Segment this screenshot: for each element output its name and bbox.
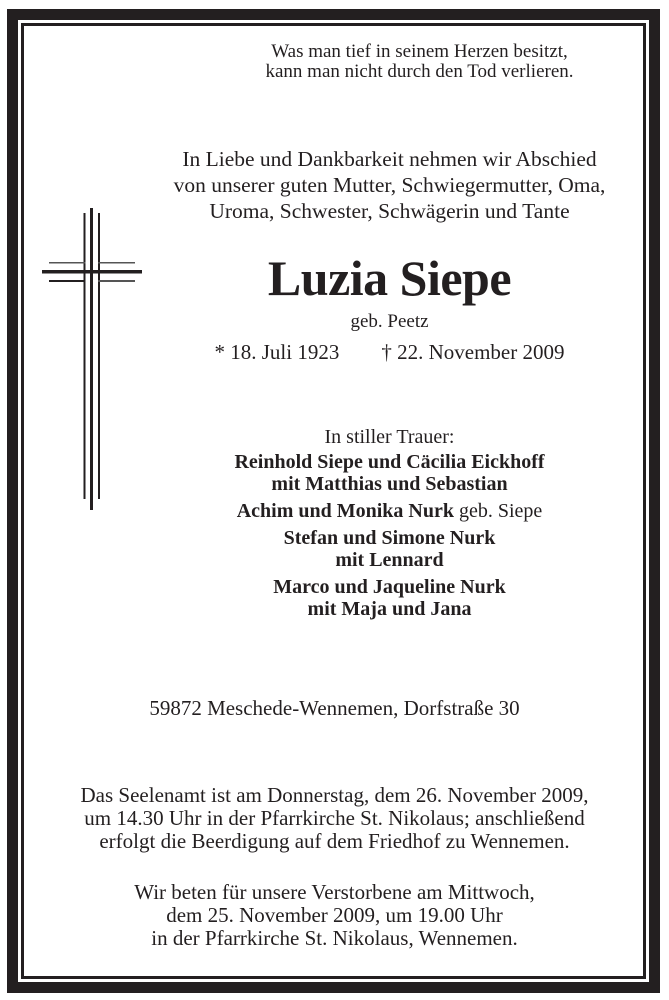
service-line: um 14.30 Uhr in der Pfarrkirche St. Nikolaus; anschließend	[84, 806, 585, 830]
mourner-group	[110, 527, 669, 571]
address: 59872 Meschede-Wennemen, Dorfstraße 30	[149, 696, 520, 720]
mourner-group	[110, 500, 669, 522]
maiden-name: geb. Peetz	[350, 311, 429, 332]
mourners-section	[110, 426, 669, 625]
motto-quote	[170, 42, 669, 82]
prayer-line: Wir beten für unsere Verstorbene am Mittwoch,	[134, 880, 535, 904]
mourner-maiden-name: geb. Siepe	[453, 500, 543, 522]
intro-line: Uroma, Schwester, Schwägerin und Tante	[209, 199, 570, 223]
intro-line: von unserer guten Mutter, Schwiegermutter, Oma,	[173, 173, 606, 197]
life-dates	[110, 340, 669, 364]
prayer-line: in der Pfarrkirche St. Nikolaus, Wennemen.	[151, 926, 518, 950]
deceased-name: Luzia Siepe	[267, 250, 512, 306]
mourner-line: mit Maja und Jana	[307, 598, 472, 620]
mourner-line	[110, 500, 669, 522]
service-line: erfolgt die Beerdigung auf dem Friedhof zu Wennemen.	[99, 829, 570, 853]
intro-line: In Liebe und Dankbarkeit nehmen wir Abschied	[182, 147, 597, 171]
mourner-line: mit Matthias und Sebastian	[271, 473, 508, 495]
service-details	[0, 784, 669, 853]
mourner-line: Reinhold Siepe und Cäcilia Eickhoff	[234, 451, 545, 473]
motto-line: Was man tief in seinem Herzen besitzt,	[271, 41, 568, 62]
prayer-details	[0, 881, 669, 950]
prayer-line: dem 25. November 2009, um 19.00 Uhr	[166, 903, 503, 927]
mourner-line: Marco und Jaqueline Nurk	[273, 576, 506, 598]
mourner-group	[110, 451, 669, 495]
mourner-group	[110, 576, 669, 620]
mourner-line: Stefan und Simone Nurk	[283, 527, 496, 549]
farewell-intro	[110, 146, 669, 224]
mourner-names: Achim und Monika Nurk	[236, 500, 454, 522]
death-date: † 22. November 2009	[381, 340, 565, 364]
mourner-line: mit Lennard	[335, 549, 444, 571]
birth-date: * 18. Juli 1923	[214, 340, 340, 364]
mourners-label: In stiller Trauer:	[324, 426, 455, 448]
service-line: Das Seelenamt ist am Donnerstag, dem 26. November 2009,	[80, 783, 589, 807]
motto-line: kann man nicht durch den Tod verlieren.	[265, 61, 574, 82]
